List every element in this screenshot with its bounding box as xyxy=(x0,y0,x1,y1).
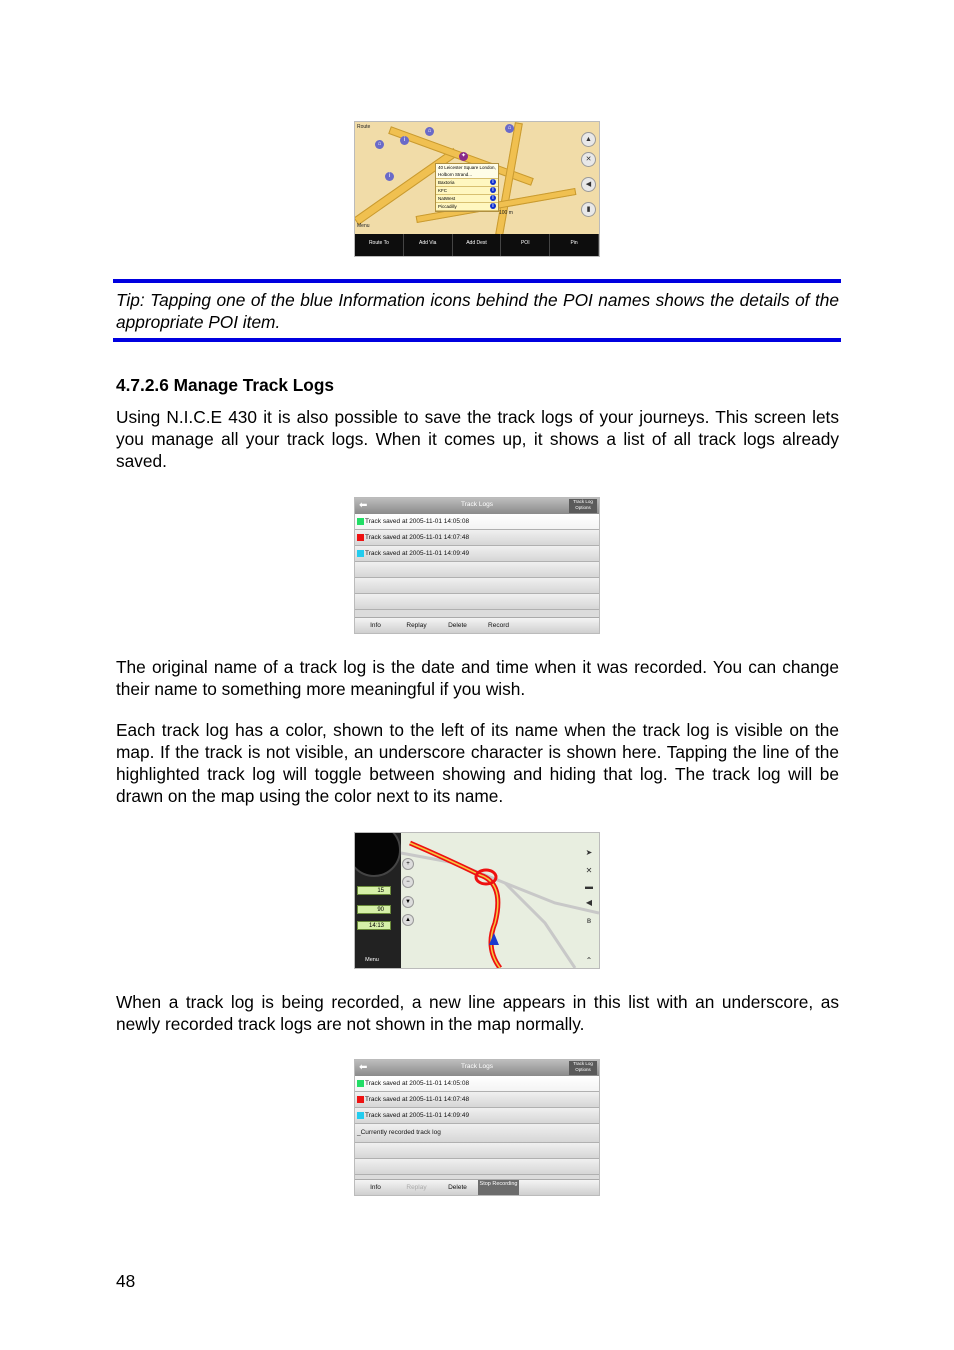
info-button[interactable]: Info xyxy=(370,622,381,629)
popup-row[interactable]: KFC i xyxy=(436,187,498,195)
tip-text: Tip: Tapping one of the blue Information icons behind the POI names shows the details of the appropriate POI item. xyxy=(116,290,839,332)
volume-icon[interactable]: ◀ xyxy=(581,177,596,192)
battery-icon[interactable]: ▮ xyxy=(581,202,596,217)
track-logs-header xyxy=(355,1060,599,1076)
route-label: Route xyxy=(357,124,371,130)
track-logs-toolbar xyxy=(355,1179,599,1195)
map-screenshot xyxy=(354,121,600,257)
dashboard-panel xyxy=(355,833,401,968)
battery-icon[interactable]: ▬ xyxy=(585,882,593,891)
tilt-up-icon[interactable]: ▲ xyxy=(402,914,414,926)
chevron-up-icon[interactable]: ⌃ xyxy=(585,956,593,965)
volume-icon[interactable]: ◀ xyxy=(585,898,593,907)
track-logs-recording-screenshot xyxy=(354,1059,600,1196)
color-paragraph: Each track log has a color, shown to the left of its name when the track log is visible on the map. If the track is not visible, an underscore character is shown here. Tapping the line of the highlighted track log will toggle between showing and hiding that log. The track log will be drawn on the map using the color next to its name. xyxy=(116,720,839,806)
popup-address: 40 Leicester Square London, Holborn Strand... xyxy=(436,164,498,179)
menu-label: Menu xyxy=(357,223,370,229)
track-map-screenshot xyxy=(354,832,600,969)
bluetooth-icon[interactable]: ʙ xyxy=(586,916,592,925)
info-button[interactable]: Info xyxy=(370,1184,381,1191)
track-color-swatch xyxy=(357,550,364,557)
info-icon[interactable]: i xyxy=(490,195,496,201)
poi-icon: ⌂ xyxy=(505,124,514,133)
tilt-down-icon[interactable]: ▼ xyxy=(402,896,414,908)
track-log-row[interactable]: Track saved at 2005-11-01 14:07:48 xyxy=(355,530,599,546)
track-color-swatch xyxy=(357,1080,364,1087)
page-number: 48 xyxy=(116,1271,136,1291)
track-logs-toolbar xyxy=(355,617,599,633)
track-color-swatch xyxy=(357,1096,364,1103)
popup-row[interactable]: Piccadilly i xyxy=(436,203,498,211)
replay-button[interactable]: Replay xyxy=(406,622,427,629)
delete-button[interactable]: Delete xyxy=(448,1184,467,1191)
poi-popup xyxy=(435,163,499,212)
route-to-button[interactable]: Route To xyxy=(355,234,404,256)
info-icon[interactable]: i xyxy=(490,179,496,185)
empty-row xyxy=(355,562,599,578)
gps-icon[interactable]: ✕ xyxy=(585,866,593,875)
compass-icon[interactable]: ▲ xyxy=(581,132,596,147)
track-log-row[interactable]: Track saved at 2005-11-01 14:07:48 xyxy=(355,1092,599,1108)
location-pin-icon: ✦ xyxy=(460,153,467,159)
record-button[interactable]: Record xyxy=(488,622,509,629)
track-log-row[interactable]: Track saved at 2005-11-01 14:05:08 xyxy=(355,514,599,530)
track-logs-title: Track Logs xyxy=(461,501,493,508)
add-dest-button[interactable]: Add Dest xyxy=(453,234,502,256)
tip-bottom-rule xyxy=(113,338,841,342)
compass-icon[interactable]: ➤ xyxy=(585,848,593,857)
track-log-row[interactable]: Track saved at 2005-11-01 14:05:08 xyxy=(355,1076,599,1092)
map-bottom-bar xyxy=(355,234,599,256)
poi-icon: ⌂ xyxy=(425,127,434,136)
name-paragraph: The original name of a track log is the date and time when it was recorded. You can change their name to something more meaningful if you wish. xyxy=(116,657,839,699)
intro-paragraph: Using N.I.C.E 430 it is also possible to save the track logs of your journeys. This screen lets you manage all your track logs. When it comes up, it shows a list of all track logs already saved. xyxy=(116,407,839,471)
poi-icon: i xyxy=(385,172,394,181)
track-logs-title: Track Logs xyxy=(461,1063,493,1070)
track-color-swatch xyxy=(357,1112,364,1119)
track-logs-header xyxy=(355,498,599,514)
poi-icon: ⌂ xyxy=(375,140,384,149)
empty-row xyxy=(355,594,599,610)
distance-label: 100 m xyxy=(499,210,513,216)
pin-button[interactable]: Pin xyxy=(550,234,599,256)
track-log-row[interactable]: Track saved at 2005-11-01 14:09:49 xyxy=(355,546,599,562)
compass-dial xyxy=(354,832,401,877)
menu-button[interactable]: Menu xyxy=(365,957,379,963)
stop-recording-button[interactable]: Stop Recording xyxy=(478,1180,519,1195)
popup-row[interactable]: NatWest i xyxy=(436,195,498,203)
back-arrow-icon[interactable]: ⬅ xyxy=(359,1062,368,1073)
add-via-button[interactable]: Add Via xyxy=(404,234,453,256)
speed-limit-box: 90 xyxy=(357,905,391,914)
section-heading: 4.7.2.6 Manage Track Logs xyxy=(116,375,335,395)
track-log-options-button[interactable]: Track Log Options xyxy=(569,1061,597,1075)
empty-row xyxy=(355,578,599,594)
time-box: 14:13 xyxy=(357,921,391,930)
gps-icon[interactable]: ✕ xyxy=(581,152,596,167)
track-logs-screenshot xyxy=(354,497,600,634)
recording-paragraph: When a track log is being recorded, a new line appears in this list with an underscore, as newly recorded track logs are not shown in the map normally. xyxy=(116,992,839,1034)
replay-button: Replay xyxy=(406,1184,427,1191)
delete-button[interactable]: Delete xyxy=(448,622,467,629)
zoom-out-icon[interactable]: − xyxy=(402,876,414,888)
poi-button[interactable]: POI xyxy=(501,234,550,256)
track-color-swatch xyxy=(357,518,364,525)
info-icon[interactable]: i xyxy=(490,187,496,193)
track-log-row[interactable]: Track saved at 2005-11-01 14:09:49 xyxy=(355,1108,599,1124)
speed-box: 15 xyxy=(357,886,391,895)
popup-row[interactable]: Baxtoria i xyxy=(436,179,498,187)
empty-row xyxy=(355,1159,599,1175)
track-color-swatch xyxy=(357,534,364,541)
zoom-in-icon[interactable]: + xyxy=(402,858,414,870)
track-log-options-button[interactable]: Track Log Options xyxy=(569,499,597,513)
tip-top-rule xyxy=(113,279,841,283)
track-log-row-recording[interactable]: _Currently recorded track log xyxy=(355,1124,599,1143)
empty-row xyxy=(355,1143,599,1159)
poi-icon: i xyxy=(400,136,409,145)
info-icon[interactable]: i xyxy=(490,203,496,209)
back-arrow-icon[interactable]: ⬅ xyxy=(359,500,368,511)
